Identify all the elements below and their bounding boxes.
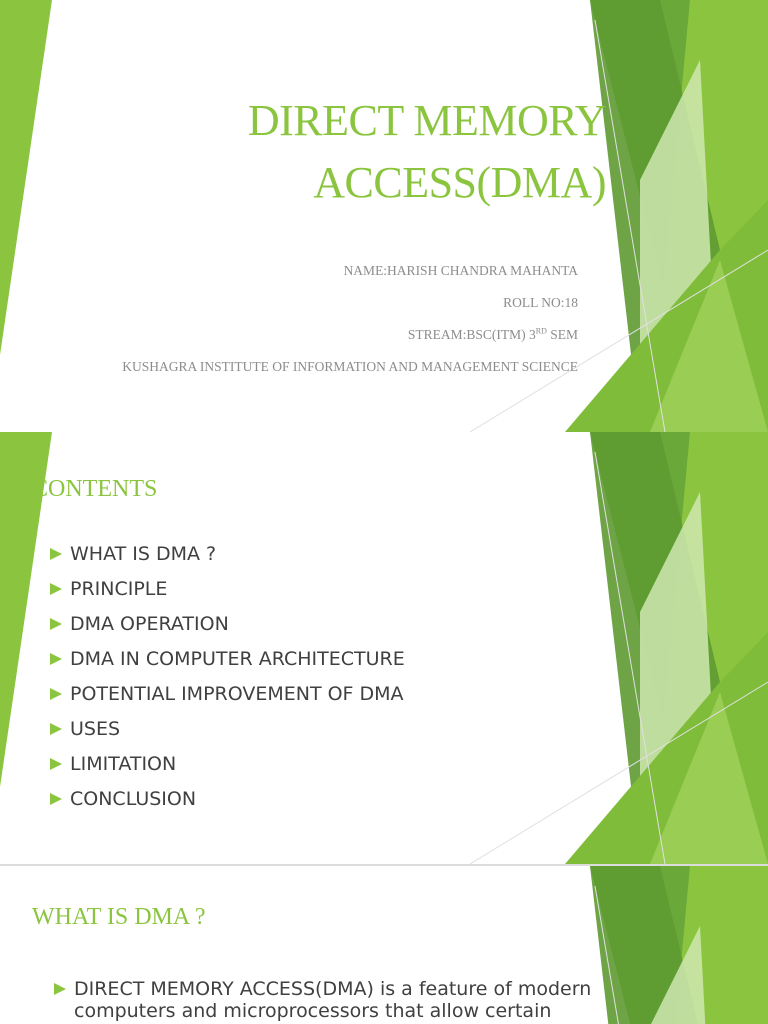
- bullet-arrow-icon: [50, 618, 62, 630]
- what-is-dma-slide: [0, 866, 768, 1024]
- bullet-arrow-icon: [50, 793, 62, 805]
- section-heading: WHAT IS DMA ?: [32, 904, 206, 930]
- list-item: WHAT IS DMA ?: [50, 536, 405, 571]
- roll-number: ROLL NO:18: [503, 295, 578, 310]
- title-slide: [0, 0, 768, 432]
- author-name: NAME:HARISH CHANDRA MAHANTA: [343, 263, 578, 278]
- bullet-arrow-icon: [50, 583, 62, 595]
- list-item: DMA IN COMPUTER ARCHITECTURE: [50, 641, 405, 676]
- body-paragraph: [54, 978, 614, 1022]
- author-details: [122, 260, 578, 388]
- list-item: DMA OPERATION: [50, 606, 405, 641]
- body-text: DIRECT MEMORY ACCESS(DMA) is a feature of modern computers and microprocessors that allow certain: [74, 978, 592, 1022]
- title-line-1: DIRECT MEMORY: [247, 96, 606, 145]
- bullet-arrow-icon: [50, 548, 62, 560]
- institute-name: KUSHAGRA INSTITUTE OF INFORMATION AND MANAGEMENT SCIENCE: [122, 359, 578, 374]
- list-item: USES: [50, 711, 405, 746]
- bullet-arrow-icon: [50, 688, 62, 700]
- list-item: PRINCIPLE: [50, 571, 405, 606]
- list-item: LIMITATION: [50, 746, 405, 781]
- contents-heading: CONTENTS: [32, 476, 158, 502]
- bullet-arrow-icon: [50, 653, 62, 665]
- contents-slide: [0, 432, 768, 864]
- bullet-arrow-icon: [54, 983, 66, 995]
- list-item: POTENTIAL IMPROVEMENT OF DMA: [50, 676, 405, 711]
- presentation-title: [248, 90, 606, 214]
- bullet-arrow-icon: [50, 758, 62, 770]
- contents-list: [50, 536, 405, 816]
- bullet-arrow-icon: [50, 723, 62, 735]
- title-line-2: ACCESS(DMA): [313, 158, 606, 207]
- list-item: CONCLUSION: [50, 781, 405, 816]
- stream-info: STREAM:BSC(ITM) 3RD SEM: [407, 326, 578, 342]
